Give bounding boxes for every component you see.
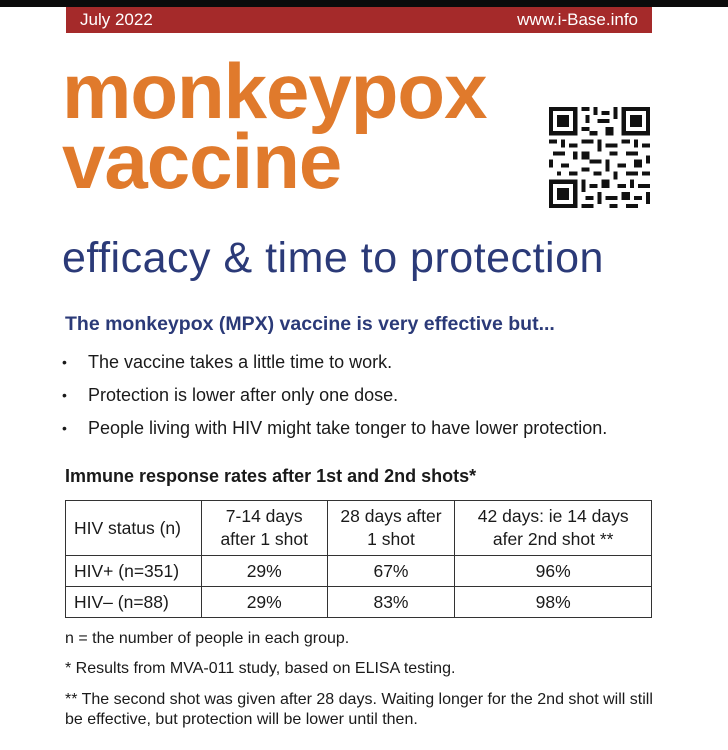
table-cell: 83% (327, 587, 455, 618)
intro-statement: The monkeypox (MPX) vaccine is very effective but... (65, 313, 555, 335)
title-line-2: vaccine (62, 117, 342, 206)
bullet-list (62, 346, 607, 445)
list-item-text: People living with HIV might take tonger to have lower protection. (88, 418, 608, 438)
page-title (62, 47, 487, 206)
immune-response-table (65, 500, 652, 618)
list-item (62, 412, 607, 445)
table-header-7-14-days: 7-14 days after 1 shot (201, 501, 327, 556)
bullet-dot-icon: • (62, 354, 67, 370)
table-cell: HIV+ (n=351) (66, 556, 202, 587)
table-cell: 29% (201, 587, 327, 618)
table-header-28-days: 28 days after 1 shot (327, 501, 455, 556)
table-header-row (66, 501, 652, 556)
table-cell: 29% (201, 556, 327, 587)
header-date: July 2022 (80, 10, 153, 29)
table-cell: 96% (455, 556, 652, 587)
table-cell: HIV– (n=88) (66, 587, 202, 618)
page-subtitle: efficacy & time to protection (62, 234, 604, 282)
list-item-text: The vaccine takes a little time to work. (88, 352, 393, 372)
table-header-hiv-status: HIV status (n) (66, 501, 202, 556)
bullet-dot-icon: • (62, 420, 67, 436)
table-cell: 98% (455, 587, 652, 618)
title-line-1: monkeypox (62, 47, 487, 135)
table-cell: 67% (327, 556, 455, 587)
qr-code-icon[interactable] (549, 107, 650, 208)
list-item (62, 346, 607, 379)
top-edge-bar (0, 0, 728, 7)
footnote-second-shot: ** The second shot was given after 28 days. Waiting longer for the 2nd shot will still be effective, but protection will be lower until then. (65, 691, 653, 728)
table-title: Immune response rates after 1st and 2nd shots* (65, 466, 477, 486)
table-header-42-days: 42 days: ie 14 days afer 2nd shot ** (455, 501, 652, 556)
footnote-study-source: * Results from MVA-011 study, based on ELISA testing. (65, 660, 456, 677)
list-item-text: Protection is lower after only one dose. (88, 385, 399, 405)
list-item (62, 379, 607, 412)
header-site-link[interactable]: www.i-Base.info (517, 10, 638, 29)
footnote-n-definition: n = the number of people in each group. (65, 630, 350, 647)
bullet-dot-icon: • (62, 387, 67, 403)
table-row (66, 587, 652, 618)
table-row (66, 556, 652, 587)
header-bar (66, 7, 652, 33)
